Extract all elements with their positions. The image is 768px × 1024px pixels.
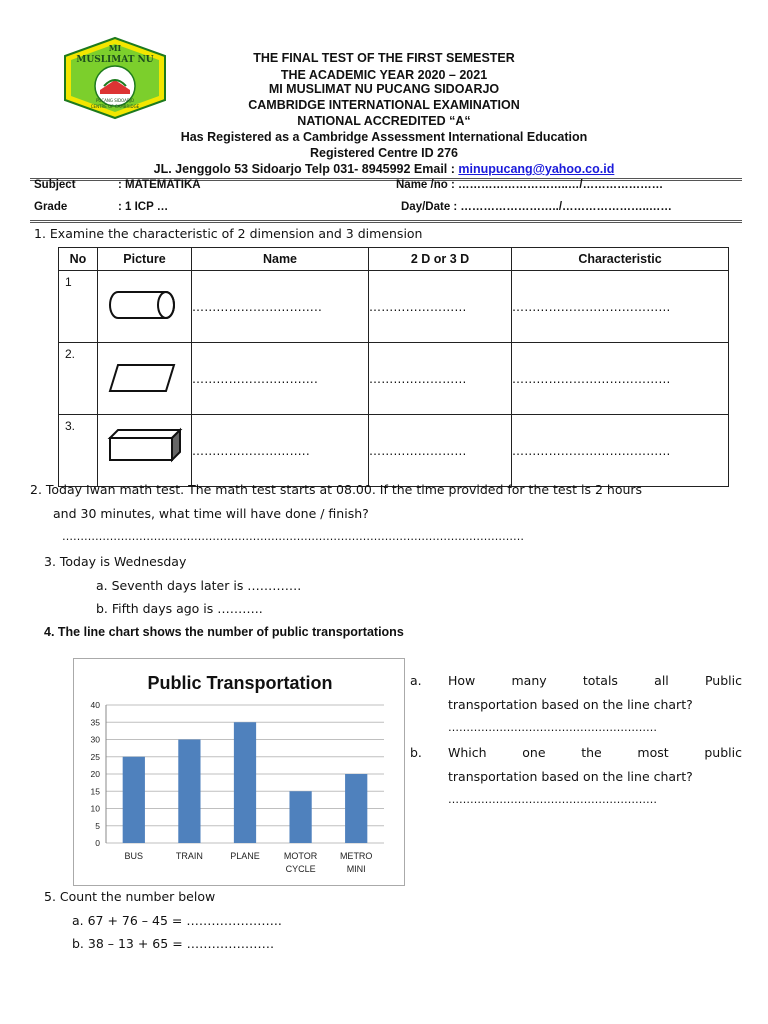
meta-divider <box>30 220 742 221</box>
table-row <box>59 271 729 343</box>
x-tick-label: MINI <box>346 864 366 874</box>
header-line-5: NATIONAL ACCREDITED “A“ <box>297 114 471 128</box>
row-no: 2. <box>59 343 98 415</box>
q4-a-word: How <box>448 673 476 688</box>
header-name: Name <box>192 248 369 271</box>
meta-divider-2 <box>30 222 742 223</box>
q1-text: 1. Examine the characteristic of 2 dimension and 3 dimension <box>34 226 423 241</box>
y-tick-label: 10 <box>90 803 100 814</box>
y-tick-label: 20 <box>90 769 100 779</box>
q4-a-answer[interactable]: ………………………………………………… <box>448 721 657 734</box>
q4-b-word: public <box>704 745 742 760</box>
q2-answer[interactable]: ……………………………………………………………………………………………………………… <box>62 530 524 543</box>
header-line-2: THE ACADEMIC YEAR 2020 – 2021 <box>280 68 488 82</box>
q4-a-line-1 <box>448 673 742 688</box>
day-date-field: Day/Date : ……………………../…………………..…… <box>401 201 672 213</box>
q4-b-word: one <box>522 745 546 760</box>
q2-line-1: 2. Today Iwan math test. The math test starts at 08.00. If the time provided for the test is 2 hours <box>30 482 643 497</box>
dimension-answer[interactable]: …………………… <box>369 343 512 415</box>
y-tick-label: 25 <box>90 751 100 762</box>
q3-b: b. Fifth days ago is ……….. <box>96 601 263 616</box>
q4-b-line-1 <box>448 745 742 760</box>
q4-a-word: totals <box>582 673 618 688</box>
chart-title: Public Transportation <box>147 673 333 693</box>
subject-value: : MATEMATIKA <box>118 179 201 191</box>
q3-title: 3. Today is Wednesday <box>44 554 187 569</box>
q5-a: a. 67 + 76 – 45 = ………………….. <box>72 913 282 928</box>
header-dimension: 2 D or 3 D <box>369 248 512 271</box>
x-tick-label: METRO <box>339 851 373 861</box>
bar-motor-cycle <box>289 791 311 843</box>
row-no: 3. <box>59 415 98 487</box>
q4-b-word: the <box>581 745 602 760</box>
picture-cell <box>98 271 192 343</box>
header-characteristic: Characteristic <box>512 248 729 271</box>
q5-title: 5. Count the number below <box>44 889 216 904</box>
name-field: Name /no : ………………………..…/………………… <box>396 179 664 191</box>
header-line-7: Registered Centre ID 276 <box>310 146 458 160</box>
logo-text-top: MI <box>108 43 122 53</box>
header-line-6: Has Registered as a Cambridge Assessment International Education <box>180 130 588 144</box>
name-answer[interactable]: ……………………….. <box>192 415 369 487</box>
y-tick-label: 40 <box>90 700 100 710</box>
chart-frame <box>73 658 405 886</box>
shapes-table <box>58 247 729 487</box>
x-tick-label: PLANE <box>230 851 260 861</box>
bar-metro-mini <box>345 774 367 843</box>
grade-value: : 1 ICP … <box>118 201 169 213</box>
header-address <box>0 161 768 178</box>
q4-b-word: Which <box>448 745 487 760</box>
table-row <box>59 415 729 487</box>
q4-b-word: most <box>637 745 669 760</box>
logo-text-main: MUSLIMAT NU <box>76 55 154 65</box>
q4-b-answer[interactable]: ………………………………………………… <box>448 793 657 806</box>
dimension-answer[interactable]: …………………… <box>369 271 512 343</box>
q4-b-line-2: transportation based on the line chart? <box>448 769 693 784</box>
header-line-4: CAMBRIDGE INTERNATIONAL EXAMINATION <box>248 98 520 112</box>
bar-bus <box>123 757 145 843</box>
x-tick-label: CYCLE <box>285 864 316 874</box>
characteristic-answer[interactable]: ………………………………… <box>512 415 729 487</box>
email-link[interactable]: minupucang@yahoo.co.id <box>458 162 615 176</box>
q2-line-2: and 30 minutes, what time will have done / finish? <box>53 506 369 521</box>
y-tick-label: 30 <box>90 734 100 745</box>
address-text: JL. Jenggolo 53 Sidoarjo Telp 031- 8945992 Email : <box>153 162 459 176</box>
characteristic-answer[interactable]: ………………………………… <box>512 343 729 415</box>
subject-label: Subject <box>34 179 76 191</box>
cylinder-icon <box>98 272 191 339</box>
header-line-1: THE FINAL TEST OF THE FIRST SEMESTER <box>253 51 515 65</box>
q4-a-line-2: transportation based on the line chart? <box>448 697 693 712</box>
x-tick-label: BUS <box>124 851 144 861</box>
parallelogram-icon <box>98 344 191 411</box>
grade-label: Grade <box>34 201 68 213</box>
name-answer[interactable]: ………………………….. <box>192 271 369 343</box>
table-header-row <box>59 248 729 271</box>
table-row <box>59 343 729 415</box>
logo-text-sub2: CENTRE OF CAMBRIDGE <box>90 104 140 109</box>
logo-text-sub1: PUCANG SIDOARJO <box>96 98 134 103</box>
header-no: No <box>59 248 98 271</box>
y-tick-label: 0 <box>95 838 100 848</box>
header-line-3: MI MUSLIMAT NU PUCANG SIDOARJO <box>268 82 500 96</box>
characteristic-answer[interactable]: ………………………………… <box>512 271 729 343</box>
y-tick-label: 35 <box>90 717 100 728</box>
header-picture: Picture <box>98 248 192 271</box>
picture-cell <box>98 343 192 415</box>
x-tick-label: TRAIN <box>175 851 203 861</box>
name-answer[interactable]: …………………………. <box>192 343 369 415</box>
bar-train <box>178 740 200 844</box>
bar-plane <box>234 722 256 843</box>
q5-b: b. 38 – 13 + 65 = ………………… <box>72 936 275 951</box>
q4-title: 4. The line chart shows the number of public transportations <box>44 625 404 639</box>
bar-chart <box>74 659 404 885</box>
q4-b-label: b. <box>410 745 422 760</box>
q4-a-word: many <box>511 673 547 688</box>
q3-a: a. Seventh days later is …………. <box>96 578 302 593</box>
x-tick-label: MOTOR <box>283 851 318 861</box>
picture-cell <box>98 415 192 487</box>
cuboid-icon <box>98 416 191 483</box>
q4-a-label: a. <box>410 673 422 688</box>
dimension-answer[interactable]: …………………… <box>369 415 512 487</box>
q4-a-word: Public <box>704 673 742 688</box>
y-tick-label: 15 <box>90 786 100 797</box>
row-no: 1 <box>59 271 98 343</box>
y-tick-label: 5 <box>95 820 100 831</box>
q4-a-word: all <box>654 673 669 688</box>
